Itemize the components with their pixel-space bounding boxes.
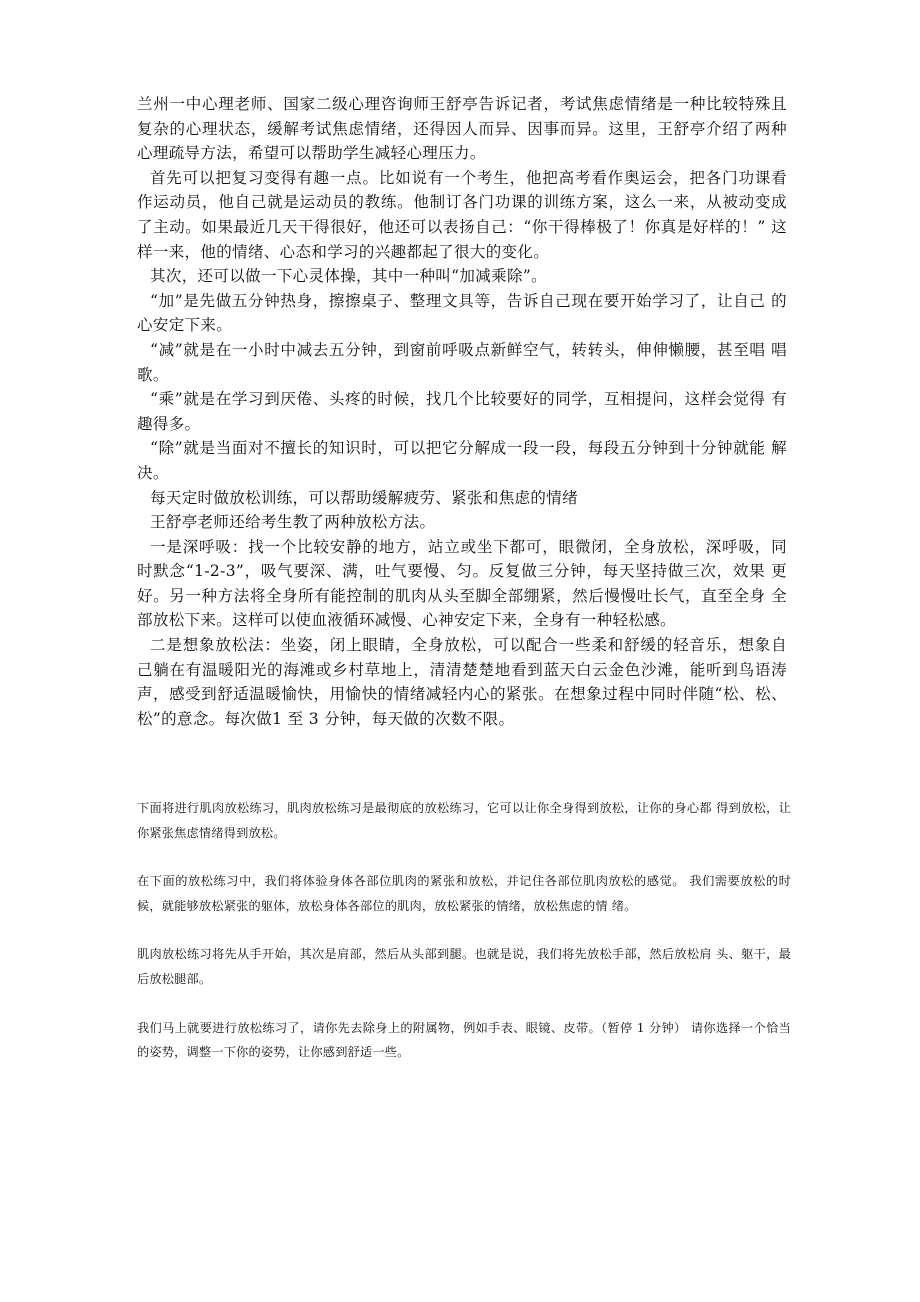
article-paragraph-mind-exercise: 其次，还可以做一下心灵体操，其中一种叫“加减乘除”。	[150, 267, 547, 286]
article-paragraph-method-fun: 首先可以把复习变得有趣一点。比如说有一个考生，他把高考看作奥运会，把各门功课看 作运动员，他自己就是运动员的教练。他制订各门功课的训练方案，这么一来，从被动变成 了主动。如果最近几天干得很好，他还可以表扬自己：“你干得棒极了！你真是好样的！” 这样一来，他的情绪、心态和学习的兴趣都起了很大的变化。	[137, 168, 787, 261]
exercise-section	[137, 796, 791, 1089]
exercise-paragraph-experience: 在下面的放松练习中，我们将体验身体各部位肌肉的紧张和放松，并记住各部位肌肉放松的感觉。 我们需要放松的时候，就能够放松紧张的躯体，放松身体各部位的肌肉，放松紧张的情绪，放松焦虑的情 绪。	[137, 874, 791, 913]
article-paragraph-daily-relax: 每天定时做放松训练，可以帮助缓解疲劳、紧张和焦虑的情绪	[150, 488, 578, 507]
article-paragraph-two-methods: 王舒亭老师还给考生教了两种放松方法。	[150, 513, 436, 532]
article-paragraph-subtract: “减”就是在一小时中减去五分钟，到窗前呼吸点新鲜空气，转转头，伸伸懒腰，甚至唱 唱歌。	[137, 340, 787, 384]
exercise-paragraph-prepare: 我们马上就要进行放松练习了，请你先去除身上的附属物，例如手表、眼镜、皮带。（暂停 1 分钟） 请你选择一个恰当的姿势，调整一下你的姿势，让你感到舒适一些。	[137, 1020, 791, 1060]
exercise-paragraph-intro: 下面将进行肌肉放松练习，肌肉放松练习是最彻底的放松练习，它可以让你全身得到放松，让你的身心都 得到放松，让你紧张焦虑情绪得到放松。	[137, 801, 791, 840]
article-section	[137, 92, 787, 731]
article-paragraph-multiply: “乘”就是在学习到厌倦、头疼的时候，找几个比较要好的同学，互相提问，这样会觉得 有趣得多。	[137, 390, 787, 433]
article-paragraph-deep-breathing: 一是深呼吸：找一个比较安静的地方，站立或坐下都可，眼微闭，全身放松，深呼吸，同 时默念“1-2-3”，吸气要深、满，吐气要慢、匀。反复做三分钟，每天坚持做三次，效果 更好。另一种方法将全身所有能控制的肌肉从头至脚全部绷紧，然后慢慢吐长气，直至全身 全部放松下来。这样可以使血液循环减慢、心神安定下来，全身有一种轻松感。	[137, 537, 787, 630]
article-paragraph-imagination: 二是想象放松法：坐姿，闭上眼睛，全身放松，可以配合一些柔和舒缓的轻音乐，想象自 己躺在有温暖阳光的海滩或乡村草地上，清清楚楚地看到蓝天白云金色沙滩，能听到鸟语涛 声，感受到舒适温暖愉快，用愉快的情绪减轻内心的紧张。在想象过程中同时伴随“松、松、 松”的意念。每次做1 至 3 分钟，每天做的次数不限。	[137, 636, 787, 728]
article-paragraph-intro: 兰州一中心理老师、国家二级心理咨询师王舒亭告诉记者，考试焦虑情绪是一种比较特殊且 复杂的心理状态，缓解考试焦虑情绪，还得因人而异、因事而异。这里，王舒亭介绍了两种 心理疏导方法，希望可以帮助学生减轻心理压力。	[137, 95, 787, 163]
exercise-paragraph-order: 肌肉放松练习将先从手开始，其次是肩部，然后从头部到腿。也就是说，我们将先放松手部，然后放松肩 头、躯干，最后放松腿部。	[137, 947, 791, 986]
article-paragraph-divide: “除”就是当面对不擅长的知识时，可以把它分解成一段一段，每段五分钟到十分钟就能 解决。	[137, 439, 787, 482]
article-paragraph-add: “加”是先做五分钟热身，擦擦桌子、整理文具等，告诉自己现在要开始学习了，让自己 的心安定下来。	[137, 291, 787, 335]
